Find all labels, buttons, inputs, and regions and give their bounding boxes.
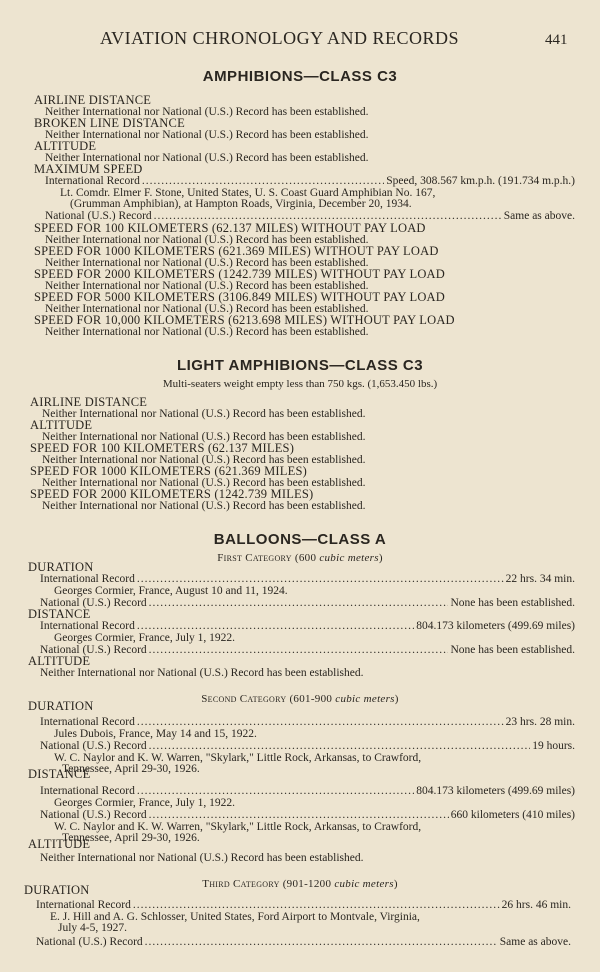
heading-altitude: ALTITUDE [28, 837, 91, 851]
record-value: 660 kilometers (410 miles) [450, 809, 575, 821]
section-title-amphibians: AMPHIBIONS—CLASS C3 [202, 68, 398, 85]
record-text: Neither International nor National (U.S.) Record has been established. [45, 257, 369, 269]
record-value: Speed, 308.567 km.p.h. (191.734 m.p.h.) [386, 175, 575, 187]
page-number: 441 [545, 32, 568, 48]
intl-record-row [40, 716, 575, 728]
record-text: Neither International nor National (U.S.) Record has been established. [42, 500, 366, 512]
heading-altitude: ALTITUDE [30, 418, 93, 432]
record-detail: Tennessee, April 29-30, 1926. [62, 763, 200, 775]
natl-record-row [36, 936, 571, 948]
record-value: 22 hrs. 34 min. [505, 573, 575, 585]
heading-distance: DISTANCE [28, 767, 91, 781]
category-name: Third Category [202, 878, 280, 890]
record-value: Same as above. [499, 936, 571, 948]
record-value: 19 hours. [532, 740, 575, 752]
category-name: Second Category [201, 693, 287, 705]
record-text: Neither International nor National (U.S.) Record has been established. [45, 303, 369, 315]
record-detail: Georges Cormier, France, August 10 and 11, 1924. [54, 585, 288, 597]
leader-dots [137, 573, 504, 585]
category-close: ) [394, 693, 399, 705]
record-detail: Lt. Comdr. Elmer F. Stone, United States, U. S. Coast Guard Amphibian No. 167, [60, 187, 436, 199]
heading-speed-10000km: SPEED FOR 10,000 KILOMETERS (6213.698 MILES) WITHOUT PAY LOAD [34, 313, 455, 327]
category-name: First Category [217, 552, 292, 564]
leader-dots [145, 936, 498, 948]
record-value: None has been established. [450, 597, 575, 609]
record-value: 804.173 kilometers (499.69 miles) [416, 620, 575, 632]
record-detail: W. C. Naylor and K. W. Warren, "Skylark," Little Rock, Arkansas, to Crawford, [54, 752, 422, 764]
record-detail: Georges Cormier, France, July 1, 1922. [54, 797, 236, 809]
leader-dots [142, 175, 384, 187]
record-label: International Record [40, 785, 135, 797]
record-value: 23 hrs. 28 min. [505, 716, 575, 728]
heading-distance: DISTANCE [28, 607, 91, 621]
record-detail: Georges Cormier, France, July 1, 1922. [54, 632, 236, 644]
record-label: National (U.S.) Record [40, 809, 147, 821]
record-text: Neither International nor National (U.S.) Record has been established. [45, 280, 369, 292]
leader-dots [149, 597, 449, 609]
record-detail: (Grumman Amphibian), at Hampton Roads, Virginia, December 20, 1934. [70, 198, 412, 210]
leader-dots [149, 644, 449, 656]
record-text: Neither International nor National (U.S.) Record has been established. [45, 152, 369, 164]
heading-speed-2000km: SPEED FOR 2000 KILOMETERS (1242.739 MILES) [30, 487, 314, 501]
record-value: None has been established. [450, 644, 575, 656]
category-title-third [0, 878, 600, 890]
category-unit: cubic meters [335, 693, 395, 705]
heading-maximum-speed: MAXIMUM SPEED [34, 162, 143, 176]
record-text: Neither International nor National (U.S.) Record has been established. [45, 106, 369, 118]
heading-speed-2000km: SPEED FOR 2000 KILOMETERS (1242.739 MILES) WITHOUT PAY LOAD [34, 267, 446, 281]
intl-record-row [36, 899, 571, 911]
record-text: Neither International nor National (U.S.) Record has been established. [42, 408, 366, 420]
heading-duration: DURATION [28, 699, 94, 713]
record-detail: E. J. Hill and A. G. Schlosser, United States, Ford Airport to Montvale, Virginia, [50, 911, 420, 923]
intl-record-row [40, 573, 575, 585]
heading-broken-line-distance: BROKEN LINE DISTANCE [34, 116, 185, 130]
natl-record-row [40, 809, 575, 821]
record-label: International Record [36, 899, 131, 911]
leader-dots [149, 740, 531, 752]
leader-dots [137, 716, 504, 728]
heading-airline-distance: AIRLINE DISTANCE [34, 93, 152, 107]
section-title-light-amphibians: LIGHT AMPHIBIONS—CLASS C3 [176, 357, 424, 374]
record-label: National (U.S.) Record [40, 740, 147, 752]
record-value: 26 hrs. 46 min. [501, 899, 571, 911]
section-title-balloons: BALLOONS—CLASS A [213, 531, 387, 548]
record-label: National (U.S.) Record [40, 597, 147, 609]
record-text: Neither International nor National (U.S.) Record has been established. [45, 234, 369, 246]
record-text: Neither International nor National (U.S.) Record has been established. [42, 431, 366, 443]
intl-record-row [40, 620, 575, 632]
record-label: International Record [40, 716, 135, 728]
heading-speed-1000km: SPEED FOR 1000 KILOMETERS (621.369 MILES) [30, 464, 307, 478]
record-label: National (U.S.) Record [36, 936, 143, 948]
record-text: Neither International nor National (U.S.) Record has been established. [40, 852, 364, 864]
record-label: International Record [40, 573, 135, 585]
record-label: National (U.S.) Record [40, 644, 147, 656]
heading-speed-100km: SPEED FOR 100 KILOMETERS (62.137 MILES) WITHOUT PAY LOAD [34, 221, 426, 235]
record-label: International Record [45, 175, 140, 187]
record-value: Same as above. [503, 210, 575, 222]
leader-dots [133, 899, 500, 911]
heading-altitude: ALTITUDE [34, 139, 97, 153]
heading-speed-1000km: SPEED FOR 1000 KILOMETERS (621.369 MILES) WITHOUT PAY LOAD [34, 244, 439, 258]
leader-dots [137, 785, 414, 797]
heading-airline-distance: AIRLINE DISTANCE [30, 395, 148, 409]
category-unit: cubic meters [319, 552, 379, 564]
category-range: (601-900 [289, 693, 333, 705]
record-text: Neither International nor National (U.S.) Record has been established. [45, 129, 369, 141]
record-detail: Tennessee, April 29-30, 1926. [62, 832, 200, 844]
record-text: Neither International nor National (U.S.) Record has been established. [42, 477, 366, 489]
category-close: ) [378, 552, 383, 564]
record-detail: July 4-5, 1927. [58, 922, 127, 934]
running-title: AVIATION CHRONOLOGY AND RECORDS [100, 28, 460, 48]
record-text: Neither International nor National (U.S.) Record has been established. [45, 326, 369, 338]
intl-record-row [45, 175, 575, 187]
record-text: Neither International nor National (U.S.) Record has been established. [42, 454, 366, 466]
heading-speed-5000km: SPEED FOR 5000 KILOMETERS (3106.849 MILES) WITHOUT PAY LOAD [34, 290, 446, 304]
leader-dots [149, 809, 449, 821]
record-label: National (U.S.) Record [45, 210, 152, 222]
leader-dots [137, 620, 414, 632]
record-detail: W. C. Naylor and K. W. Warren, "Skylark," Little Rock, Arkansas, to Crawford, [54, 821, 422, 833]
heading-duration: DURATION [24, 883, 90, 897]
record-detail: Jules Dubois, France, May 14 and 15, 1922. [54, 728, 257, 740]
category-unit: cubic meters [334, 878, 394, 890]
category-close: ) [393, 878, 398, 890]
record-text: Neither International nor National (U.S.) Record has been established. [40, 667, 364, 679]
category-range: (600 [294, 552, 317, 564]
record-value: 804.173 kilometers (499.69 miles) [416, 785, 575, 797]
category-range: (901-1200 [282, 878, 332, 890]
natl-record-row [40, 597, 575, 609]
record-label: International Record [40, 620, 135, 632]
heading-altitude: ALTITUDE [28, 654, 91, 668]
section-subtitle: Multi-seaters weight empty less than 750 kgs. (1,653.450 lbs.) [162, 378, 438, 390]
intl-record-row [40, 785, 575, 797]
heading-duration: DURATION [28, 560, 94, 574]
heading-speed-100km: SPEED FOR 100 KILOMETERS (62.137 MILES) [30, 441, 295, 455]
natl-record-row [40, 644, 575, 656]
natl-record-row [40, 740, 575, 752]
